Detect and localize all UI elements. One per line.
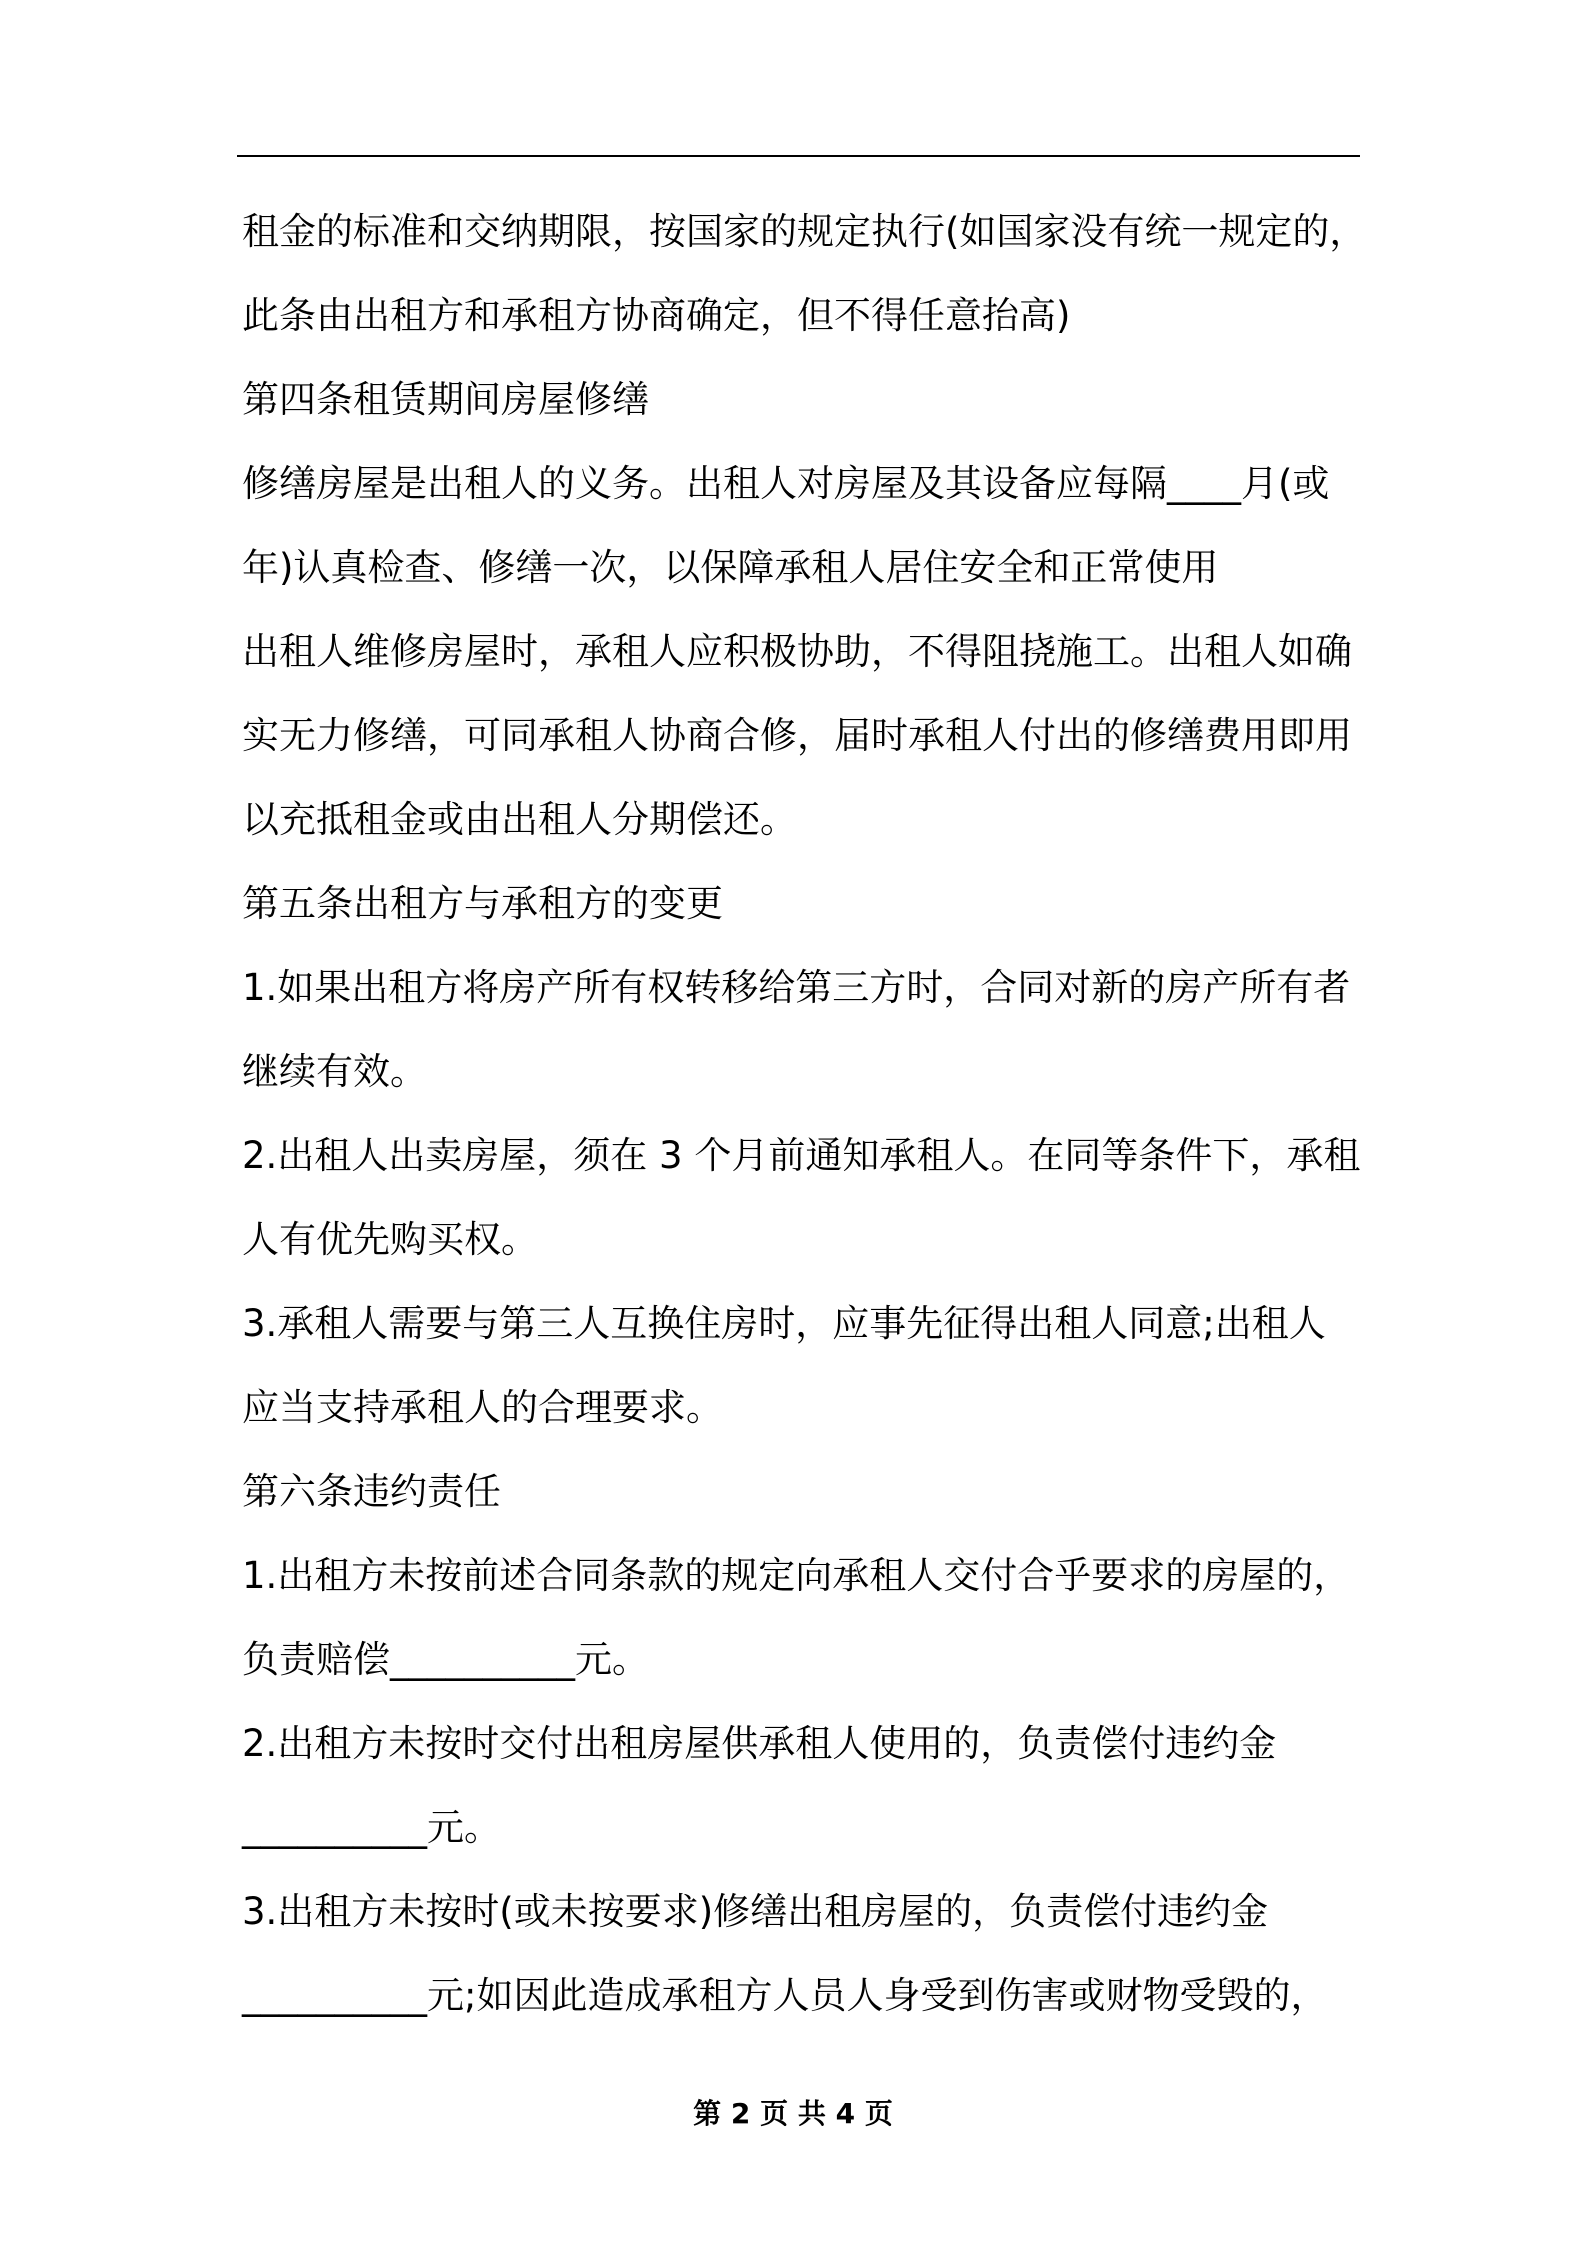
text-line: 继续有效。 — [242, 1050, 427, 1093]
text-line: 3.出租方未按时(或未按要求)修缮出租房屋的，负责偿付违约金 — [242, 1890, 1269, 1933]
text-line: 租金的标准和交纳期限，按国家的规定执行(如国家没有统一规定的， — [242, 210, 1367, 253]
text-line: 3.承租人需要与第三人互换住房时，应事先征得出租人同意;出租人 — [242, 1302, 1326, 1345]
text-line: 1.出租方未按前述合同条款的规定向承租人交付合乎要求的房屋的， — [242, 1554, 1351, 1597]
header-rule — [237, 155, 1360, 157]
section-heading: 第六条违约责任 — [242, 1470, 501, 1513]
body-text — [242, 190, 1372, 2038]
page-number: 第 2 页 共 4 页 — [693, 2097, 893, 2130]
text-line: 2.出租人出卖房屋，须在 3 个月前通知承租人。在同等条件下，承租 — [242, 1134, 1361, 1177]
text-line: 人有优先购买权。 — [242, 1218, 538, 1261]
text-line: 年)认真检查、修缮一次，以保障承租人居住安全和正常使用 — [242, 546, 1219, 589]
text-line: 负责赔偿__________元。 — [242, 1638, 649, 1681]
text-line: 2.出租方未按时交付出租房屋供承租人使用的，负责偿付违约金 — [242, 1722, 1277, 1765]
text-line: 实无力修缮，可同承租人协商合修，届时承租人付出的修缮费用即用 — [242, 714, 1352, 757]
text-line: 应当支持承租人的合理要求。 — [242, 1386, 723, 1429]
text-line: __________元。 — [242, 1806, 501, 1849]
section-heading: 第四条租赁期间房屋修缮 — [242, 378, 649, 421]
text-line: 以充抵租金或由出租人分期偿还。 — [242, 798, 797, 841]
text-line: __________元;如因此造成承租方人员人身受到伤害或财物受毁的， — [242, 1974, 1328, 2017]
section-heading: 第五条出租方与承租方的变更 — [242, 882, 723, 925]
text-line: 出租人维修房屋时，承租人应积极协助，不得阻挠施工。出租人如确 — [242, 630, 1352, 673]
text-line: 修缮房屋是出租人的义务。出租人对房屋及其设备应每隔____月(或 — [242, 462, 1330, 505]
text-line: 1.如果出租方将房产所有权转移给第三方时，合同对新的房产所有者 — [242, 966, 1351, 1009]
text-line: 此条由出租方和承租方协商确定，但不得任意抬高) — [242, 294, 1071, 337]
